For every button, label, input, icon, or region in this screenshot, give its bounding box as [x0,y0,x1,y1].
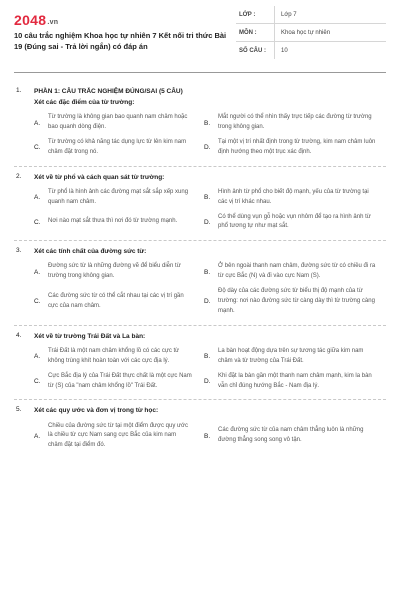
option-text: Các đường sức từ có thể cắt nhau tại các vị trí gần cực của nam châm. [48,293,184,309]
option-text: Từ trường có khả năng tác dụng lực từ lên kim nam châm đặt trong nó. [48,138,187,155]
question-header [14,332,386,342]
question-number: 3. [16,247,22,255]
option-text: Mắt người có thể nhìn thấy trực tiếp các đường từ trường trong không gian. [218,114,372,131]
option-c[interactable] [14,287,200,317]
question-number: 4. [16,331,22,339]
meta-label: SỐ CÂU : [239,47,266,54]
option-letter: B. [204,268,211,276]
option-text: Chiều của đường sức từ tại một điểm được quy ước là chiều từ cực Nam sang cực Bắc của kim nam châm đặt tại điểm đó. [48,422,188,449]
option-letter: A. [34,268,41,276]
question-list [14,73,386,459]
option-c[interactable] [14,138,200,158]
option-a[interactable] [14,113,200,133]
question-header [14,87,386,108]
option-letter: B. [204,432,211,440]
option-d[interactable] [200,213,386,233]
option-d[interactable] [200,287,386,317]
option-letter: B. [204,353,211,361]
question-header [14,173,386,183]
question-number: 1. [16,87,22,94]
logo-tld: .vn [47,19,59,26]
option-letter: D. [204,378,211,386]
question-stem: Xét các đặc điểm của từ trường: [34,99,135,107]
option-text: Khi đặt la bàn gần một thanh nam châm mạnh, kim la bàn vẫn chỉ đúng hướng Bắc - Nam địa lý. [218,372,372,389]
question-5 [14,400,386,459]
option-letter: D. [204,298,211,306]
option-letter: D. [204,144,211,152]
option-text: Các đường sức từ của nam châm thẳng luôn là những đường thẳng song song vô tận. [218,427,364,444]
option-letter: C. [34,378,41,386]
option-text: Độ dày của các đường sức từ biểu thị độ mạnh của từ trường: nơi nào đường sức từ càng dày thì từ trường càng mạnh. [218,288,375,314]
question-header [14,406,386,416]
question-stem: Xét về từ phổ và cách quan sát từ trường: [34,173,165,181]
option-a[interactable] [14,262,200,282]
meta-value: Lớp 7 [274,6,386,23]
option-letter: A. [34,353,41,361]
meta-value: Khoa học tự nhiên [274,24,386,41]
option-letter: B. [204,194,211,202]
question-number: 2. [16,172,22,180]
question-2 [14,167,386,242]
option-b[interactable] [200,113,386,133]
document-header [14,0,386,73]
option-d[interactable] [200,138,386,158]
option-text: Có thể dùng vụn gỗ hoặc vụn nhôm để tạo ra hình ảnh từ phổ tương tự như mạt sắt. [218,213,371,230]
meta-row-subject [236,24,386,42]
option-letter: D. [204,218,211,226]
option-text: Cực Bắc địa lý của Trái Đất thực chất là một cực Nam từ (S) của "nam châm khổng lồ" Trái Đất. [48,372,192,389]
option-text: Hình ảnh từ phổ cho biết độ mạnh, yếu của từ trường tại các vị trí khác nhau. [218,188,369,205]
meta-row-grade [236,6,386,24]
option-letter: C. [34,298,41,306]
option-letter: C. [34,144,41,152]
question-header [14,247,386,257]
option-c[interactable] [14,213,200,233]
logo-main: 2048 [14,12,47,28]
meta-table [236,0,386,72]
option-c[interactable] [14,372,200,392]
option-text: Từ trường là không gian bao quanh nam châm hoặc bao quanh dòng điện. [48,114,188,131]
option-text: Nơi nào mạt sắt thưa thì nơi đó từ trường mạnh. [48,218,178,225]
option-text: La bàn hoạt động dựa trên sự tương tác giữa kim nam châm và từ trường của Trái Đất. [218,347,364,364]
meta-label: LỚP : [239,11,256,18]
option-text: Từ phổ là hình ảnh các đường mạt sắt sắp xếp xung quanh nam châm. [48,188,189,205]
header-left [14,0,236,72]
document-title: 10 câu trắc nghiệm Khoa học tự nhiên 7 Kết nối tri thức Bài 19 (Đúng sai - Trả lời ngắn) có đáp án [14,31,227,51]
option-text: Tại một vị trí nhất định trong từ trường, kim nam châm luôn định hướng theo một trục xác định. [218,138,376,155]
question-number: 5. [16,406,22,414]
meta-label: MÔN : [239,29,257,36]
option-b[interactable] [200,347,386,367]
question-1 [14,81,386,167]
option-b[interactable] [200,188,386,208]
option-text: Đường sức từ là những đường vẽ để biểu diễn từ trường trong không gian. [48,263,181,280]
option-letter: B. [204,119,211,127]
option-d[interactable] [200,372,386,392]
option-a[interactable] [14,422,200,452]
question-3 [14,241,386,326]
question-4 [14,326,386,401]
question-stem: Xét các tính chất của đường sức từ: [34,248,147,256]
site-logo[interactable] [14,12,236,28]
section-heading: PHẦN 1: CÂU TRẮC NGHIỆM ĐÚNG/SAI (5 CÂU) [34,88,183,95]
question-stem: Xét các quy ước và đơn vị trong từ học: [34,407,159,415]
meta-value: 10 [274,42,386,59]
option-text: Trái Đất là một nam châm khổng lồ có các cực từ không trùng khít hoàn toàn với các cực địa lý. [48,347,180,364]
option-b[interactable] [200,422,386,452]
option-letter: A. [34,194,41,202]
option-a[interactable] [14,188,200,208]
question-stem: Xét về từ trường Trái Đất và La bàn: [34,332,146,340]
option-a[interactable] [14,347,200,367]
option-letter: A. [34,119,41,127]
option-text: Ở bên ngoài thanh nam châm, đường sức từ có chiều đi ra từ cực Bắc (N) và đi vào cực Nam (S). [218,263,376,280]
option-letter: C. [34,218,41,226]
meta-row-count [236,42,386,59]
option-letter: A. [34,432,41,440]
option-b[interactable] [200,262,386,282]
